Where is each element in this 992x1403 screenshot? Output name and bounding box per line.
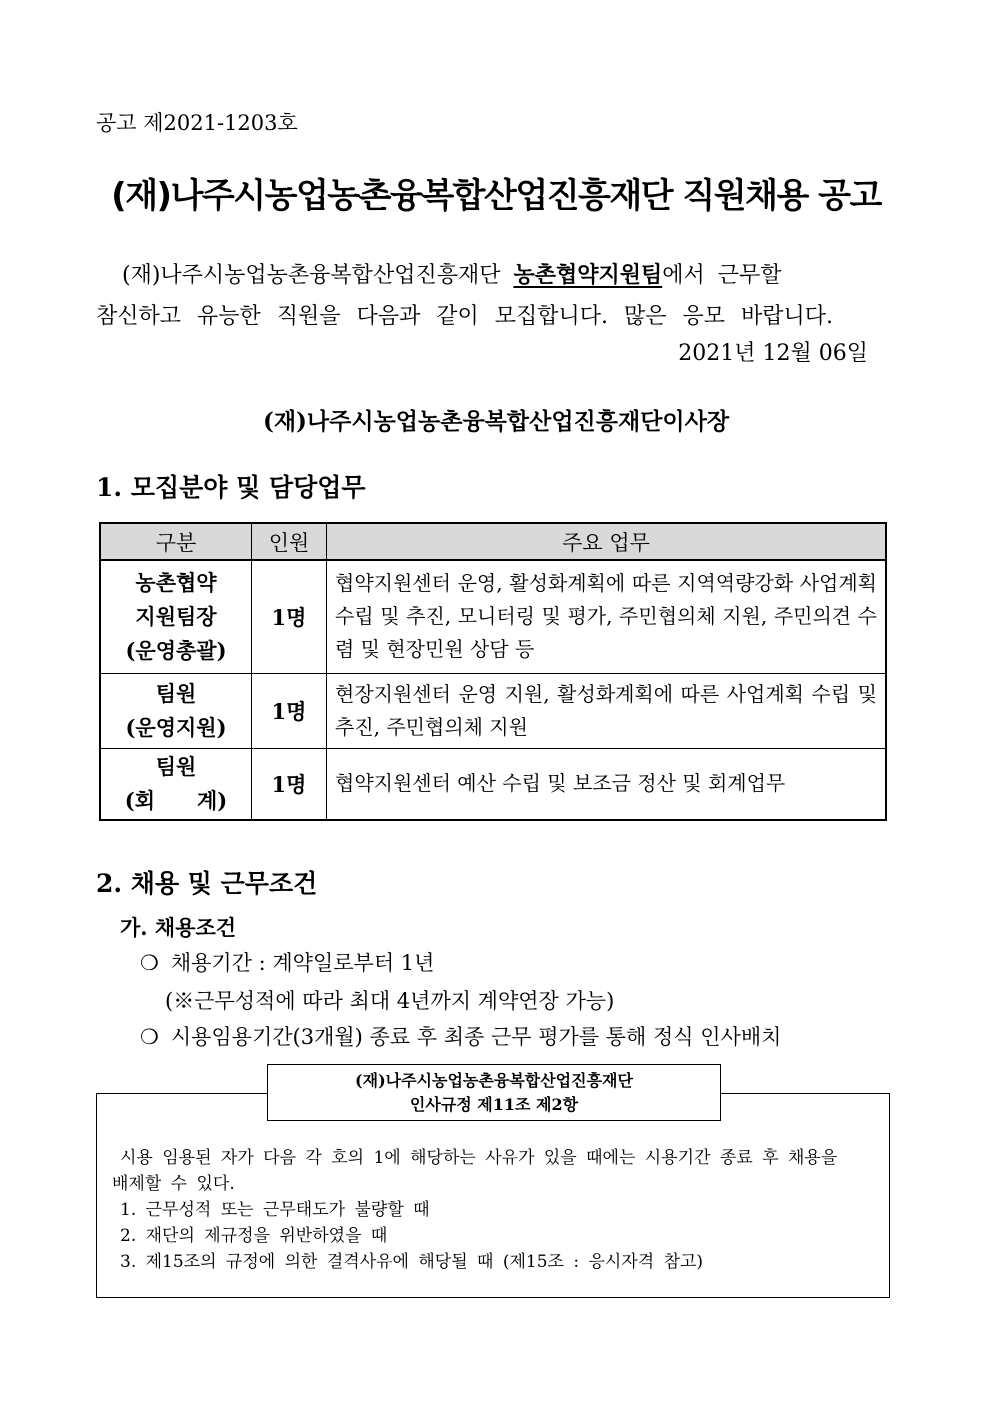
row-count: 1명 xyxy=(252,560,327,673)
table-header-row xyxy=(100,523,886,560)
rule-item: 2. 재단의 제규정을 위반하였을 때 xyxy=(120,1226,388,1246)
intro-suffix: 에서 근무할 xyxy=(662,263,782,288)
row-category: 팀원 (운영지원) xyxy=(100,673,252,748)
circle-bullet-icon: ❍ xyxy=(140,1025,159,1049)
issuer: (재)나주시농업농촌융복합산업진흥재단이사장 xyxy=(262,408,730,435)
rule-item: 3. 제15조의 규정에 의한 결격사유에 해당될 때 (제15조 : 응시자격 참고) xyxy=(120,1252,704,1272)
row-count: 1명 xyxy=(252,748,327,820)
table-row xyxy=(100,748,886,820)
page-title: (재)나주시농업농촌융복합산업진흥재단 직원채용 공고 xyxy=(111,176,881,216)
row-count: 1명 xyxy=(252,673,327,748)
intro-org: (재)나주시농업농촌융복합산업진흥재단 xyxy=(122,263,501,288)
header-count: 인원 xyxy=(252,523,327,560)
table-row xyxy=(100,560,886,673)
row-duty: 협약지원센터 운영, 활성화계획에 따른 지역역량강화 사업계획 수립 및 추진, 모니터링 및 평가, 주민협의체 지원, 주민의견 수렴 및 현장민원 상담 등 xyxy=(327,560,887,673)
header-category: 구분 xyxy=(100,523,252,560)
rule-item: 1. 근무성적 또는 근무태도가 불량할 때 xyxy=(120,1200,430,1220)
row-category: 농촌협약 지원팀장 (운영총괄) xyxy=(100,560,252,673)
intro-paragraph xyxy=(96,255,896,337)
row-duty: 협약지원센터 예산 수립 및 보조금 정산 및 회계업무 xyxy=(327,748,887,820)
row-category: 팀원 (회 계) xyxy=(100,748,252,820)
notice-number: 공고 제2021-1203호 xyxy=(96,111,298,135)
intro-line2: 참신하고 유능한 직원을 다음과 같이 모집합니다. 많은 응모 바랍니다. xyxy=(96,304,833,329)
table-row xyxy=(100,673,886,748)
rule-intro: 시용 임용된 자가 다음 각 호의 1에 해당하는 사유가 있을 때에는 시용기간 종료 후 채용을 배제할 수 있다. xyxy=(112,1148,838,1194)
section1-heading: 1. 모집분야 및 담당업무 xyxy=(96,473,366,502)
rule-box-text xyxy=(112,1145,852,1275)
rule-box-heading: (재)나주시농업농촌융복합산업진흥재단 인사규정 제11조 제2항 xyxy=(267,1064,721,1121)
positions-table xyxy=(99,522,887,821)
row-duty: 현장지원센터 운영 지원, 활성화계획에 따른 사업계획 수립 및 추진, 주민협의체 지원 xyxy=(327,673,887,748)
condition-1: ❍ 채용기간 : 계약일로부터 1년 xyxy=(140,951,435,975)
section2-heading: 2. 채용 및 근무조건 xyxy=(96,869,318,898)
notice-date: 2021년 12월 06일 xyxy=(678,341,868,366)
circle-bullet-icon: ❍ xyxy=(140,951,159,975)
subsection-a-heading: 가. 채용조건 xyxy=(120,915,237,940)
condition-2: ❍ 시용임용기간(3개월) 종료 후 최종 근무 평가를 통해 정식 인사배치 xyxy=(140,1025,782,1049)
intro-team: 농촌협약지원팀 xyxy=(513,262,663,288)
condition-1-note: (※근무성적에 따라 최대 4년까지 계약연장 가능) xyxy=(165,989,615,1013)
header-duty: 주요 업무 xyxy=(327,523,887,560)
